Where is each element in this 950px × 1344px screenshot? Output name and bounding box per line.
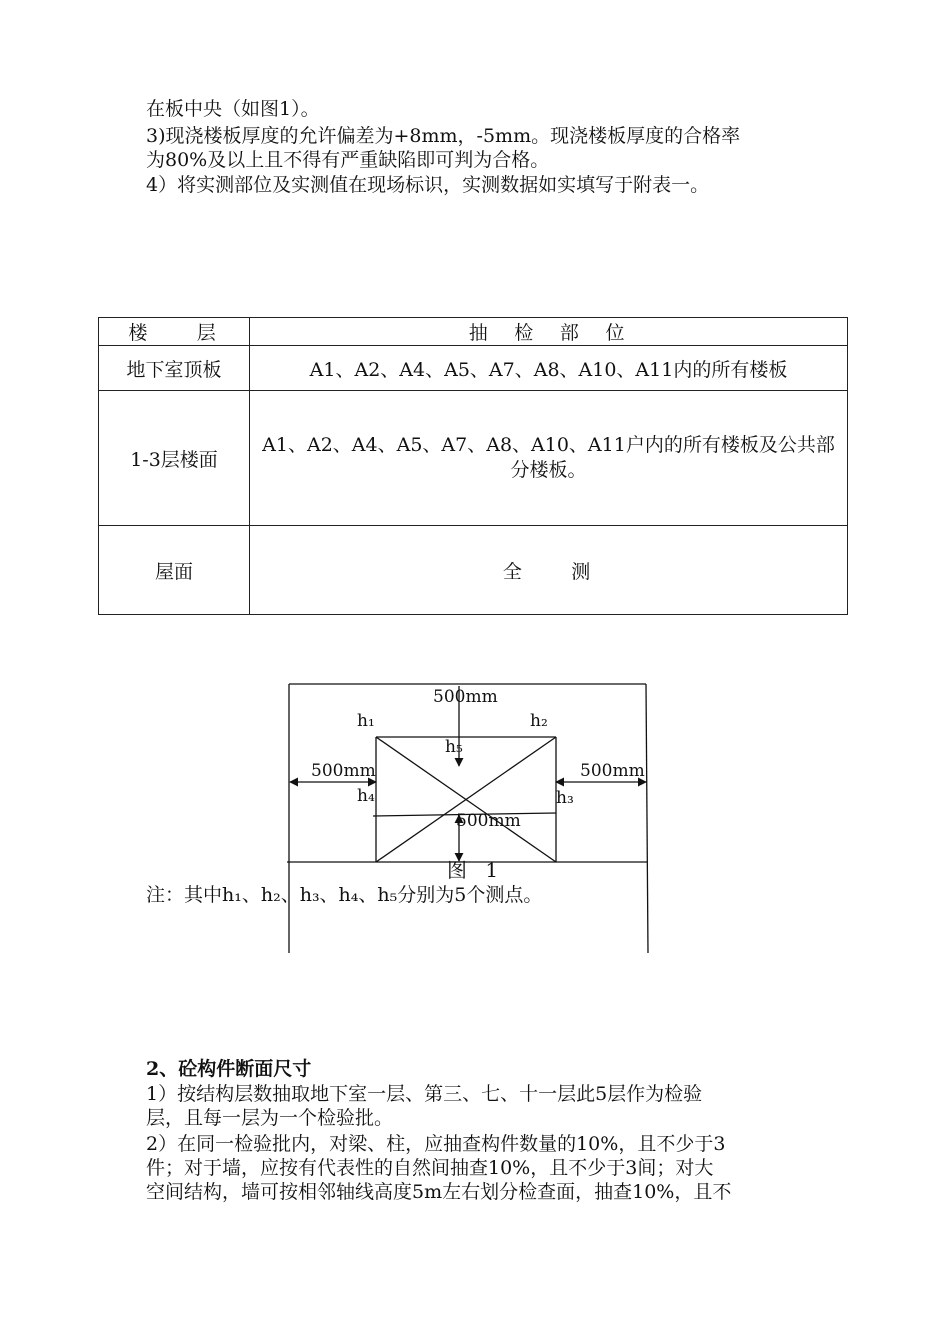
table-cell-floor: 地下室顶板 [99,346,250,391]
section-line-2: 层，且每一层为一个检验批。 [146,1107,394,1129]
section-line-1: 1）按结构层数抽取地下室一层、第三、七、十一层此5层作为检验 [146,1083,703,1105]
header-floor: 楼 层 [99,318,250,346]
figure-caption: 图 1 [447,858,505,882]
dim-label-top: 500mm [433,687,498,707]
dim-label-right: 500mm [580,761,645,781]
intro-line-4: 4）将实测部位及实测值在现场标识，实测数据如实填写于附表一。 [146,174,710,196]
table-cell-floor: 1-3层楼面 [99,391,250,526]
figure-note: 注：其中h₁、h₂、h₃、h₄、h₅分别为5个测点。 [146,884,543,906]
point-label-h2: h₂ [530,711,548,731]
intro-line-1: 在板中央（如图1）。 [146,98,320,120]
intro-line-3: 为80%及以上且不得有严重缺陷即可判为合格。 [146,149,550,171]
point-label-h1: h₁ [357,711,375,731]
intro-line-2: 3)现浇楼板厚度的允许偏差为+8mm，-5mm。现浇楼板厚度的合格率 [146,125,741,147]
table-cell-location: 全 测 [250,526,848,615]
section-line-4: 件；对于墙，应按有代表性的自然间抽查10%，且不少于3间；对大 [146,1157,714,1179]
table-cell-location: A1、A2、A4、A5、A7、A8、A10、A11户内的所有楼板及公共部分楼板。 [250,391,848,526]
section-line-3: 2）在同一检验批内，对梁、柱，应抽查构件数量的10%，且不少于3 [146,1133,726,1155]
table-cell-floor: 屋面 [99,526,250,615]
table-cell-location: A1、A2、A4、A5、A7、A8、A10、A11内的所有楼板 [250,346,848,391]
section-line-5: 空间结构，墙可按相邻轴线高度5m左右划分检查面，抽查10%，且不 [146,1181,732,1203]
outer-right-line [646,684,648,953]
point-label-h5: h₅ [445,737,463,757]
header-location: 抽 检 部 位 [250,318,848,346]
dim-label-left: 500mm [311,761,376,781]
section-heading: 2、砼构件断面尺寸 [146,1058,312,1080]
dim-label-bottom: 500mm [456,811,521,831]
point-label-h3: h₃ [556,788,574,808]
point-label-h4: h₄ [357,786,375,806]
